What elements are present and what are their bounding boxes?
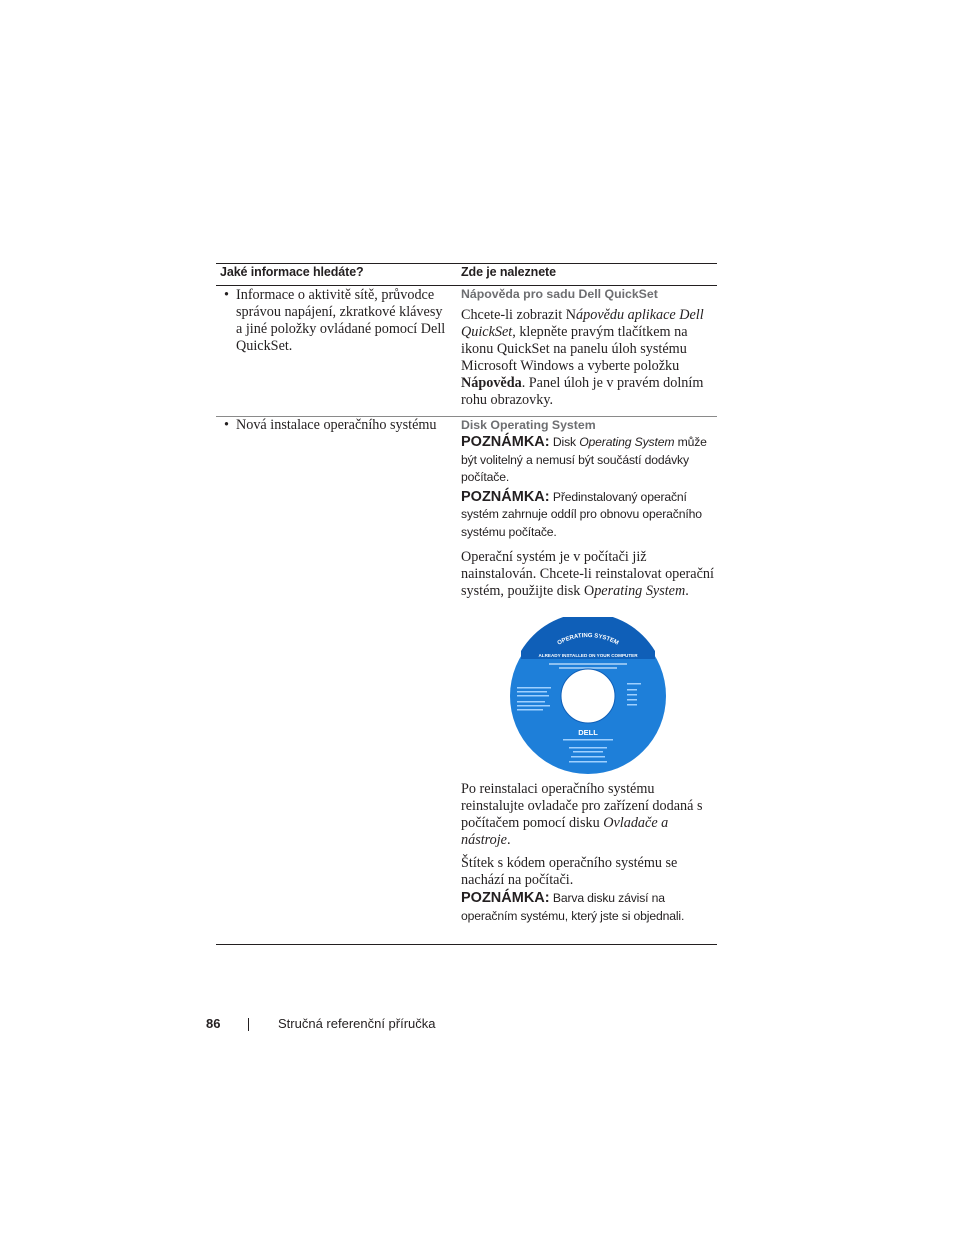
row2-left-cell — [222, 417, 448, 434]
disc-line — [627, 689, 637, 691]
note-label: POZNÁMKA: — [461, 488, 550, 505]
disc-line — [517, 705, 550, 707]
disc-line — [569, 761, 607, 763]
list-item — [222, 287, 448, 355]
text-run: Po reinstalaci operačního systému reinstalujte ovladače pro zařízení dodaná s počítačem pomocí disku — [461, 781, 703, 831]
disc-line — [627, 699, 637, 701]
text-run-italic: Operating System — [579, 435, 675, 449]
disc-line — [517, 701, 545, 703]
disc-line — [627, 694, 637, 696]
disc-brand-logo: DELL — [578, 728, 598, 737]
disc-title-path: OPERATING SYSTEM — [556, 632, 620, 647]
header-what-info: Jaké informace hledáte? — [220, 265, 364, 279]
disc-line — [563, 739, 613, 741]
reinstall-drivers-paragraph — [461, 781, 715, 849]
text-run: Barva disku závisí na operačním systému, který jste si objednali. — [461, 891, 685, 923]
list-item — [222, 417, 448, 434]
disc-line — [571, 756, 605, 758]
text-run: . Panel úloh je v pravém dolním rohu obrazovky. — [461, 375, 704, 408]
disc-icon — [509, 617, 667, 775]
disc-line — [569, 747, 607, 749]
text-run: Chcete-li zobrazit N — [461, 307, 577, 323]
text-run: Disk — [552, 435, 580, 449]
row2-right-cell — [461, 418, 715, 925]
text-run-italic: perating System — [594, 583, 686, 599]
note-label: POZNÁMKA: — [461, 890, 550, 906]
row1-right-cell — [461, 287, 715, 409]
disc-banner-text: ALREADY INSTALLED ON YOUR COMPUTER — [538, 653, 638, 658]
disc-line — [627, 683, 641, 685]
os-installed-paragraph — [461, 549, 715, 600]
text-run: Operační systém je v počítači již nainstalován. Chcete-li reinstalovat operační systém, použijte disk O — [461, 549, 714, 599]
text-run-italic: Ovladače a nástroje — [461, 815, 669, 848]
note-3 — [461, 890, 715, 925]
footer-title: Stručná referenční příručka — [278, 1016, 436, 1031]
text-run-bold: Nápověda — [461, 375, 522, 391]
disc-line — [549, 663, 627, 665]
table-bottom-rule — [216, 944, 717, 945]
bullet-dot: • — [224, 287, 229, 303]
disc-line — [517, 691, 547, 693]
table-top-rule — [216, 263, 717, 264]
note-label: POZNÁMKA: — [461, 434, 550, 450]
row1-left-cell — [222, 287, 448, 355]
row2-bullet-text: Nová instalace operačního systému — [236, 417, 437, 433]
text-run: . — [685, 583, 689, 599]
text-run: může být volitelný a nemusí být součástí dodávky počítače. — [461, 435, 707, 484]
header-where-found: Zde je naleznete — [461, 265, 556, 279]
table-header-rule — [216, 285, 717, 286]
note-2 — [461, 489, 715, 542]
text-run: , klepněte pravým tlačítkem na ikonu QuickSet na panelu úloh systému Microsoft Windows a vyberte položku — [461, 324, 688, 374]
text-run: . — [506, 832, 511, 848]
footer-separator — [248, 1018, 249, 1031]
disc-line — [517, 709, 543, 711]
bullet-dot: • — [224, 417, 229, 433]
os-label-paragraph: Štítek s kódem operačního systému se nachází na počítači. — [461, 855, 678, 888]
text-run-italic: ápovědu aplikace Dell QuickSet — [461, 307, 704, 340]
disc-line — [627, 704, 637, 706]
quickset-help-paragraph — [461, 307, 715, 409]
disc-line — [517, 687, 551, 689]
disc-line — [573, 751, 603, 753]
os-disc-heading: Disk Operating System — [461, 418, 596, 432]
text-run: Předinstalovaný operační systém zahrnuje oddíl pro obnovu operačního systému počítače. — [461, 489, 702, 539]
disc-line — [517, 695, 549, 697]
quickset-help-heading: Nápověda pro sadu Dell QuickSet — [461, 287, 658, 301]
os-disc-image — [509, 617, 667, 775]
row1-bullet-text: Informace o aktivitě sítě, průvodce správou napájení, zkratkové klávesy a jiné položky ovládané pomocí Dell QuickSet. — [236, 287, 446, 354]
page-number: 86 — [206, 1016, 221, 1031]
note-1 — [461, 434, 715, 487]
